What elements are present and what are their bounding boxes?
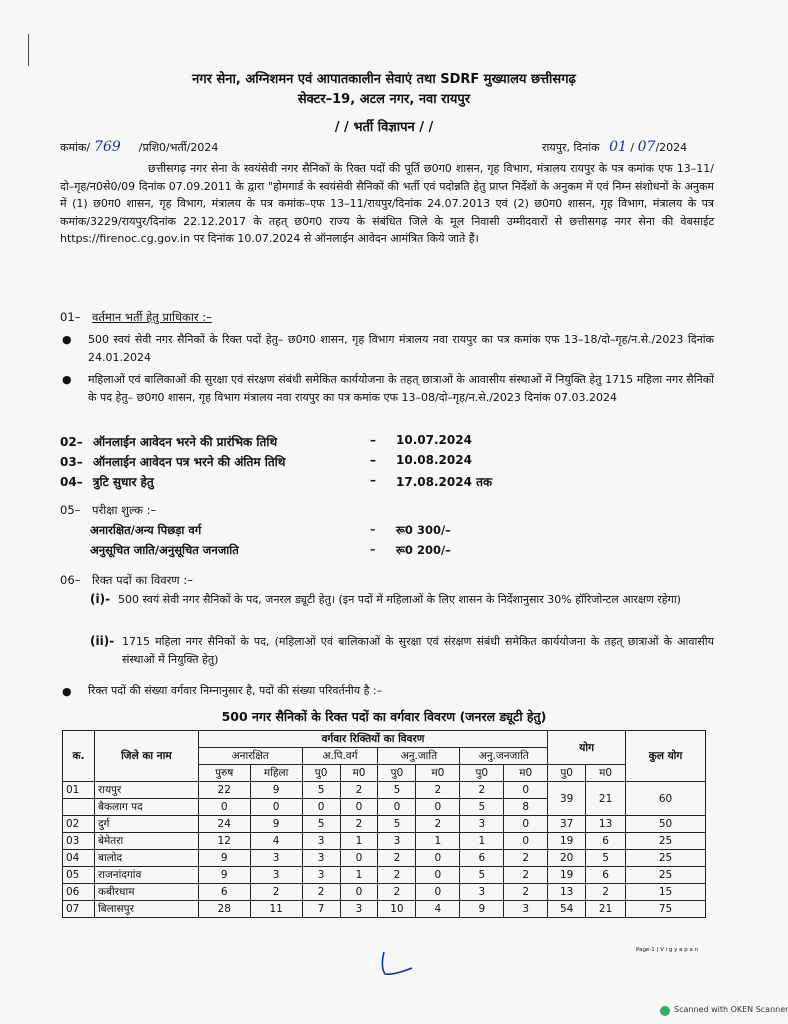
cell-sc-m: 2 <box>378 850 416 867</box>
cell-st-m: 9 <box>460 901 504 918</box>
signature-mark <box>376 950 416 978</box>
cell-ur-f: 3 <box>250 867 302 884</box>
cell-sc-f: 0 <box>416 799 460 816</box>
ref-prefix: कमांक/ <box>60 141 91 154</box>
cell-grand-total: 25 <box>626 833 706 850</box>
cell-ur-f: 2 <box>250 884 302 901</box>
cell-obc-f: 0 <box>340 850 378 867</box>
fee-value-general: रू0 300/– <box>396 523 451 537</box>
section-06-heading: 06– रिक्त पदों का विवरण :– <box>60 573 193 587</box>
cell-obc-m: 3 <box>302 833 340 850</box>
cell-st-f: 3 <box>504 901 548 918</box>
cell-grand-total: 25 <box>626 867 706 884</box>
reference-line <box>60 139 218 155</box>
cell-sc-f: 2 <box>416 782 460 799</box>
cell-ur-m: 0 <box>198 799 250 816</box>
fee-value-sc-st: रू0 200/– <box>396 543 451 557</box>
date-dash: – <box>370 433 376 447</box>
vacancy-item-1-num: (i)- <box>90 592 111 606</box>
cell-sc-m: 5 <box>378 782 416 799</box>
cell-total-male: 13 <box>548 884 586 901</box>
date-value: 10.08.2024 <box>396 453 472 467</box>
authority-item-1: 500 स्वयं सेवी नगर सैनिकों के रिक्त पदों हेतु– छ0ग0 शासन, गृह विभाग मंत्रालय नवा रायपुर का पत्र कमांक एफ 13–18/दो–गृह/न.से./2023 दिनांक 24.01.2024 <box>88 333 714 364</box>
cell-obc-f: 1 <box>340 867 378 884</box>
bullet-dot: ● <box>62 373 72 386</box>
cell-st-m: 6 <box>460 850 504 867</box>
table-row <box>63 901 706 918</box>
cell-total-male: 19 <box>548 867 586 884</box>
table-title: 500 नगर सैनिकों के रिक्त पदों का वर्गवार विवरण (जनरल ड्यूटी हेतु) <box>221 709 547 724</box>
cell-ur-m: 6 <box>198 884 250 901</box>
cell-total-male: 19 <box>548 833 586 850</box>
authority-item-2: महिलाओं एवं बालिकाओं की सुरक्षा एवं संरक्षण संबंधी समेकित कार्ययोजना के तहत् छात्राओं के आवासीय संस्थाओं में नियुक्ति हेतु 1715 महिला नगर सैनिकों के पद हेतु– छ0ग0 शासन, गृह विभाग मंत्रालय नवा रायपुर का पत्र कमांक एफ 13–08/दो–गृह/न.से./2023 दिनांक 07.03.2024 <box>88 373 714 404</box>
cell-st-f: 2 <box>504 884 548 901</box>
cell-obc-f: 1 <box>340 833 378 850</box>
cell-sn: 03 <box>63 833 95 850</box>
cell-ur-m: 9 <box>198 867 250 884</box>
ref-suffix: /प्रशि0/भर्ती/2024 <box>138 141 219 154</box>
cell-sc-m: 10 <box>378 901 416 918</box>
cell-sn: 05 <box>63 867 95 884</box>
table-row <box>63 782 706 799</box>
fee-label-general: अनारक्षित/अन्य पिछड़ा वर्ग <box>90 523 202 537</box>
cell-grand-total: 25 <box>626 850 706 867</box>
cell-obc-m: 3 <box>302 850 340 867</box>
date-row-02: 02– ऑनलाईन आवेदन भरने की प्रारंभिक तिथि <box>60 435 278 449</box>
cell-district: बालोद <box>94 850 198 867</box>
cell-sc-m: 2 <box>378 867 416 884</box>
cell-obc-m: 5 <box>302 816 340 833</box>
cell-sc-f: 0 <box>416 850 460 867</box>
cell-total-female: 6 <box>586 867 626 884</box>
bullet-dot: ● <box>62 685 72 698</box>
cell-district: बिलासपुर <box>94 901 198 918</box>
section-05-heading: 05– परीक्षा शुल्क :– <box>60 503 157 517</box>
cell-ur-f: 9 <box>250 816 302 833</box>
cell-grand-total: 75 <box>626 901 706 918</box>
fee-dash: – <box>370 523 376 536</box>
vacancy-item-2-num: (ii)- <box>90 634 115 648</box>
table-row <box>63 884 706 901</box>
cell-ur-f: 4 <box>250 833 302 850</box>
intro-paragraph: छत्तीसगढ़ नगर सेना के स्वयंसेवी नगर सैनिकों के रिक्त पदों की पूर्ति छ0ग0 शासन, गृह विभाग, मंत्रालय रायपुर के पत्र कमांक एफ 13–11/दो–गृह/न0से0/09 दिनांक 07.09.2011 के द्वारा "होमगार्ड के स्वयंसेवी सैनिकों की भर्ती एवं पदोन्नति हेतु प्राप्त निर्देशों के अनुकम में एवं निम्न संशोधनों के अनुकम में (1) छ0ग0 शासन, गृह विभाग, मंत्रालय के पत्र कमांक–एफ 13–11/रायपुर/दिनांक 24.07.2013 एवं (2) छ0ग0 शासन, गृह विभाग, मंत्रालय के पत्र कमांक/3229/रायपुर/दिनांक 22.12.2017 के तहत् छ0ग0 राज्य के संबंधित जिले के मूल निवासी उम्मीदवारों से छत्तीसगढ़ नगर सेना की वेबसाईट https://firenoc.cg.gov.in पर दिनांक 10.07.2024 से ऑनलाईन आवेदन आमंत्रित किये जाते हैं। <box>60 162 714 246</box>
cell-district: बैकलाग पद <box>94 799 198 816</box>
date-value: 10.07.2024 <box>396 433 472 447</box>
cell-obc-f: 3 <box>340 901 378 918</box>
fee-label-sc-st: अनुसूचित जाति/अनुसूचित जनजाति <box>90 543 239 557</box>
col-sc: अनु.जाति <box>378 748 460 765</box>
col-f: म0 <box>416 765 460 782</box>
col-sn: क. <box>63 731 95 782</box>
vacancy-item-2: 1715 महिला नगर सैनिकों के पद, (महिलाओं एवं बालिकाओं के सुरक्षा एवं संरक्षण संबंधी समेकित कार्ययोजना के तहत् छात्राओं के आवासीय संस्थाओं में नियुक्ति हेतु) <box>122 635 714 666</box>
cell-sn <box>63 799 95 816</box>
cell-ur-m: 28 <box>198 901 250 918</box>
cell-sn: 02 <box>63 816 95 833</box>
date-dash: – <box>370 453 376 467</box>
cell-district: बेमेतरा <box>94 833 198 850</box>
cell-ur-m: 24 <box>198 816 250 833</box>
table-row <box>63 850 706 867</box>
cell-ur-f: 0 <box>250 799 302 816</box>
cell-sc-f: 2 <box>416 816 460 833</box>
cell-grand-total: 60 <box>626 782 706 816</box>
cell-ur-f: 11 <box>250 901 302 918</box>
cell-st-f: 8 <box>504 799 548 816</box>
col-male: पुरुष <box>198 765 250 782</box>
col-total: योग <box>548 731 626 765</box>
date-row-04: 04– त्रुटि सुधार हेतु <box>60 475 154 489</box>
cell-obc-m: 2 <box>302 884 340 901</box>
cell-sc-m: 3 <box>378 833 416 850</box>
cell-sc-f: 0 <box>416 884 460 901</box>
col-unreserved: अनारक्षित <box>198 748 302 765</box>
office-address: सेक्टर–19, अटल नगर, नवा रायपुर <box>297 92 471 107</box>
cell-sn: 04 <box>63 850 95 867</box>
cell-ur-m: 9 <box>198 850 250 867</box>
cell-sc-m: 0 <box>378 799 416 816</box>
cell-district: दुर्ग <box>94 816 198 833</box>
cell-district: रायपुर <box>94 782 198 799</box>
office-name: नगर सेना, अग्निशमन एवं आपातकालीन सेवाएं तथा SDRF मुख्यालय छत्तीसगढ़ <box>192 72 576 87</box>
cell-ur-f: 3 <box>250 850 302 867</box>
cell-sc-f: 4 <box>416 901 460 918</box>
cell-total-female: 21 <box>586 782 626 816</box>
cell-total-male: 39 <box>548 782 586 816</box>
cell-st-m: 3 <box>460 816 504 833</box>
cell-sc-f: 0 <box>416 867 460 884</box>
cell-total-female: 6 <box>586 833 626 850</box>
cell-st-m: 2 <box>460 782 504 799</box>
cell-total-female: 2 <box>586 884 626 901</box>
cell-total-female: 13 <box>586 816 626 833</box>
cell-obc-m: 0 <box>302 799 340 816</box>
cell-total-female: 5 <box>586 850 626 867</box>
vacancy-note: रिक्त पदों की संख्या वर्गवार निम्नानुसार है, पदों की संख्या परिवर्तनीय है :– <box>88 684 383 697</box>
cell-ur-m: 22 <box>198 782 250 799</box>
col-f: म0 <box>504 765 548 782</box>
cell-st-m: 5 <box>460 867 504 884</box>
cell-ur-f: 9 <box>250 782 302 799</box>
cell-total-male: 20 <box>548 850 586 867</box>
cell-obc-m: 5 <box>302 782 340 799</box>
cell-obc-f: 0 <box>340 799 378 816</box>
date-line: रायपुर, दिनांक 01 / 07/2024 <box>542 139 688 155</box>
col-f: म0 <box>340 765 378 782</box>
cell-obc-f: 0 <box>340 884 378 901</box>
section-01-heading: 01– वर्तमान भर्ती हेतु प्राधिकार :– <box>60 310 212 324</box>
margin-mark <box>28 34 29 66</box>
cell-obc-m: 7 <box>302 901 340 918</box>
cell-sc-m: 2 <box>378 884 416 901</box>
col-m: पु0 <box>302 765 340 782</box>
cell-sn: 01 <box>63 782 95 799</box>
ref-number-handwritten: 769 <box>94 139 121 155</box>
cell-total-female: 21 <box>586 901 626 918</box>
table-body <box>63 782 706 918</box>
cell-st-f: 0 <box>504 833 548 850</box>
vacancy-table <box>62 730 706 918</box>
cell-sc-m: 5 <box>378 816 416 833</box>
cell-district: राजनांदगांव <box>94 867 198 884</box>
col-category: वर्गवार रिक्तियों का विवरण <box>198 731 547 748</box>
cell-obc-f: 2 <box>340 782 378 799</box>
col-m: पु0 <box>548 765 586 782</box>
notice-title: / / भर्ती विज्ञापन / / <box>334 120 434 135</box>
date-day: 01 <box>609 139 627 155</box>
col-m: पु0 <box>460 765 504 782</box>
col-m: पु0 <box>378 765 416 782</box>
col-grand-total: कुल योग <box>626 731 706 782</box>
table-row <box>63 867 706 884</box>
cell-st-m: 3 <box>460 884 504 901</box>
fee-dash: – <box>370 543 376 556</box>
table-row <box>63 833 706 850</box>
col-female: महिला <box>250 765 302 782</box>
date-dash: – <box>370 473 376 487</box>
col-district: जिले का नाम <box>94 731 198 782</box>
scanner-watermark: Scanned with OKEN Scanner <box>674 1005 788 1014</box>
cell-total-male: 54 <box>548 901 586 918</box>
cell-st-m: 1 <box>460 833 504 850</box>
scanner-logo-icon <box>660 1006 670 1016</box>
table-header-row <box>63 731 706 748</box>
col-st: अनु.जनजाति <box>460 748 548 765</box>
cell-st-f: 2 <box>504 850 548 867</box>
cell-obc-m: 3 <box>302 867 340 884</box>
page-footer: Page-1 | V i g y a p a n <box>636 947 699 953</box>
date-prefix: रायपुर, दिनांक <box>542 141 600 154</box>
cell-grand-total: 15 <box>626 884 706 901</box>
col-obc: अ.पि.वर्ग <box>302 748 378 765</box>
date-row-03: 03– ऑनलाईन आवेदन पत्र भरने की अंतिम तिथि <box>60 455 286 469</box>
cell-grand-total: 50 <box>626 816 706 833</box>
cell-st-f: 0 <box>504 782 548 799</box>
table-row <box>63 816 706 833</box>
cell-st-f: 2 <box>504 867 548 884</box>
cell-st-m: 5 <box>460 799 504 816</box>
col-f: म0 <box>586 765 626 782</box>
cell-sc-f: 1 <box>416 833 460 850</box>
bullet-dot: ● <box>62 333 72 346</box>
cell-st-f: 0 <box>504 816 548 833</box>
date-value: 17.08.2024 तक <box>396 475 493 489</box>
date-year: /2024 <box>655 141 688 154</box>
cell-sn: 06 <box>63 884 95 901</box>
cell-total-male: 37 <box>548 816 586 833</box>
vacancy-item-1: 500 स्वयं सेवी नगर सैनिकों के पद, जनरल ड्यूटी हेतु। (इन पदों में महिलाओं के लिए शासन के निर्देशानुसार 30% हॉरिजोन्टल आरक्षण रहेगा) <box>118 593 681 606</box>
cell-district: कबीरधाम <box>94 884 198 901</box>
cell-obc-f: 2 <box>340 816 378 833</box>
cell-sn: 07 <box>63 901 95 918</box>
date-month: 07 <box>637 139 656 155</box>
cell-ur-m: 12 <box>198 833 250 850</box>
